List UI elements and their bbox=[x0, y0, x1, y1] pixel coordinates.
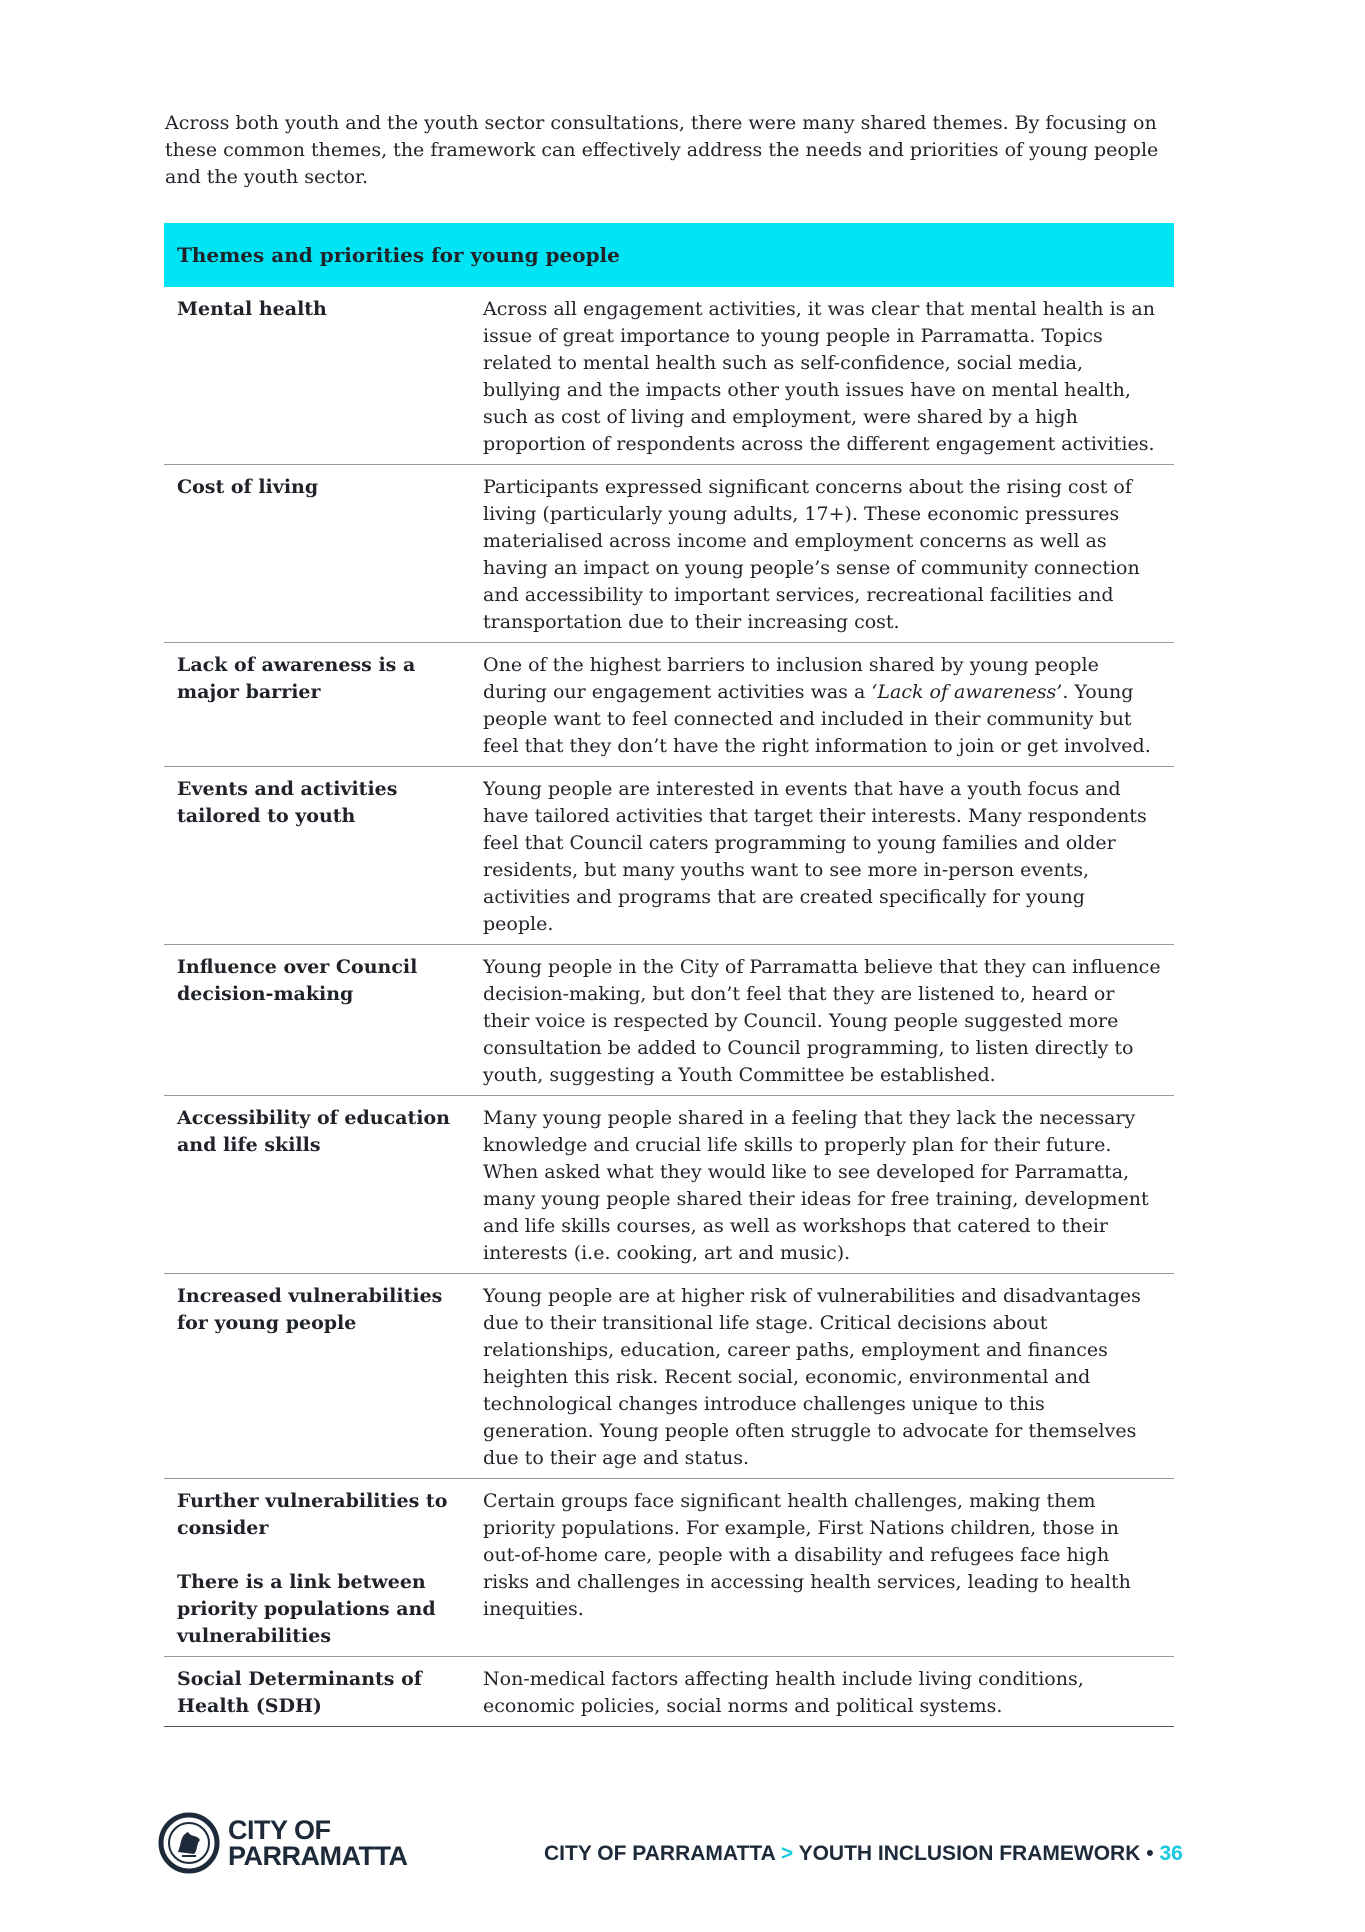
footer-running-title bbox=[544, 1842, 1183, 1866]
table-row bbox=[164, 1274, 1174, 1479]
theme-label: Mental health bbox=[164, 287, 471, 465]
theme-label-cell bbox=[164, 1479, 471, 1657]
theme-description: Young people in the City of Parramatta believe that they can influence decision-making, but don’t feel that they are listened to, heard or their voice is respected by Council. Young people suggested more consultation be added to Council programming, to listen directly to youth, suggesting a Youth Committee be established. bbox=[471, 945, 1174, 1096]
table-row bbox=[164, 465, 1174, 643]
breadcrumb-separator: > bbox=[780, 1842, 794, 1865]
page-number: 36 bbox=[1159, 1842, 1183, 1865]
themes-table bbox=[164, 223, 1174, 1727]
table-row bbox=[164, 1657, 1174, 1727]
logo-wordmark bbox=[228, 1817, 407, 1869]
table-header-row bbox=[164, 223, 1174, 287]
emphasis-text: ‘Lack of awareness’ bbox=[871, 681, 1063, 703]
theme-description: Participants expressed significant concerns about the rising cost of living (particularly young adults, 17+). These economic pressures materialised across income and employment concerns as well as having an impact on young people’s sense of community connection and accessibility to important services, recreational facilities and transportation due to their increasing cost. bbox=[471, 465, 1174, 643]
theme-label: Increased vulnerabilities for young people bbox=[164, 1274, 471, 1479]
theme-description: Young people are at higher risk of vulnerabilities and disadvantages due to their transitional life stage. Critical decisions about relationships, education, career paths, employment and finances heighten this risk. Recent social, economic, environmental and technological changes introduce challenges unique to this generation. Young people often struggle to advocate for themselves due to their age and status. bbox=[471, 1274, 1174, 1479]
theme-label: Influence over Council decision-making bbox=[164, 945, 471, 1096]
theme-description bbox=[471, 643, 1174, 767]
table-row bbox=[164, 287, 1174, 465]
theme-description: Many young people shared in a feeling that they lack the necessary knowledge and crucial life skills to properly plan for their future. When asked what they would like to see developed for Parramatta, many young people shared their ideas for free training, development and life skills courses, as well as workshops that catered to their interests (i.e. cooking, art and music). bbox=[471, 1096, 1174, 1274]
theme-description: Young people are interested in events that have a youth focus and have tailored activities that target their interests. Many respondents feel that Council caters programming to young families and older residents, but many youths want to see more in-person events, activities and programs that are created specifically for young people. bbox=[471, 767, 1174, 945]
theme-label: Further vulnerabilities to consider bbox=[177, 1490, 448, 1539]
theme-label: Accessibility of education and life skills bbox=[164, 1096, 471, 1274]
parramatta-seal-icon bbox=[158, 1812, 220, 1874]
city-logo bbox=[158, 1812, 407, 1874]
table-row bbox=[164, 767, 1174, 945]
theme-description: Certain groups face significant health challenges, making them priority populations. For example, First Nations children, those in out-of-home care, people with a disability and refugees face high risks and challenges in accessing health services, leading to health inequities. bbox=[471, 1479, 1174, 1657]
footer-bullet: • bbox=[1146, 1842, 1154, 1865]
theme-sublabel: There is a link between priority populations and vulnerabilities bbox=[177, 1571, 436, 1647]
theme-label: Cost of living bbox=[164, 465, 471, 643]
theme-label: Events and activities tailored to youth bbox=[164, 767, 471, 945]
intro-paragraph: Across both youth and the youth sector consultations, there were many shared themes. By focusing on these common themes, the framework can effectively address the needs and priorities of young people and the youth sector. bbox=[165, 112, 1159, 188]
footer-org: CITY OF PARRAMATTA bbox=[544, 1842, 775, 1865]
table-row bbox=[164, 945, 1174, 1096]
logo-line-2: PARRAMATTA bbox=[228, 1841, 408, 1871]
theme-description-part: . Young people want to feel connected and included in their community but feel that they don’t have the right information to join or get involved. bbox=[483, 681, 1151, 757]
table-row bbox=[164, 1096, 1174, 1274]
theme-description: Non-medical factors affecting health include living conditions, economic policies, social norms and political systems. bbox=[471, 1657, 1174, 1727]
logo-line-1: CITY OF bbox=[228, 1815, 331, 1845]
table-row bbox=[164, 1479, 1174, 1657]
footer-doc-title: YOUTH INCLUSION FRAMEWORK bbox=[798, 1842, 1141, 1865]
theme-description: Across all engagement activities, it was clear that mental health is an issue of great importance to young people in Parramatta. Topics related to mental health such as self-confidence, social media, bullying and the impacts other youth issues have on mental health, such as cost of living and employment, were shared by a high proportion of respondents across the different engagement activities. bbox=[471, 287, 1174, 465]
table-row bbox=[164, 643, 1174, 767]
theme-description-part: One of the highest barriers to inclusion shared by young people during our engagement activities was a bbox=[483, 654, 1099, 703]
theme-label: Lack of awareness is a major barrier bbox=[164, 643, 471, 767]
theme-label: Social Determinants of Health (SDH) bbox=[164, 1657, 471, 1727]
table-header: Themes and priorities for young people bbox=[164, 223, 1174, 287]
